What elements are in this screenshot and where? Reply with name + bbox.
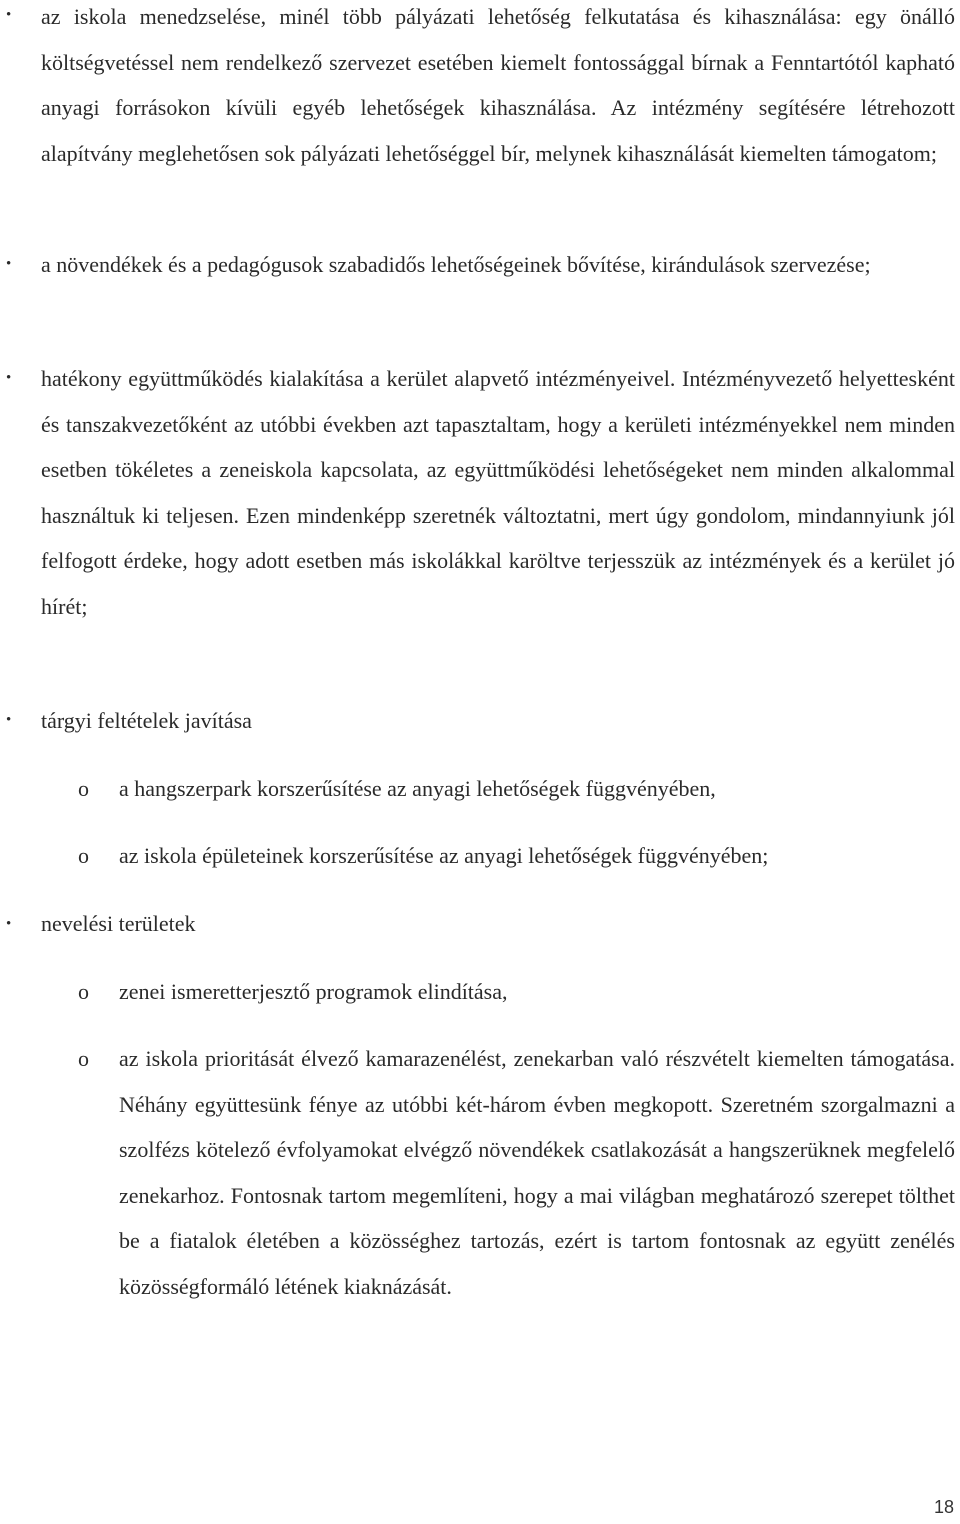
list-item-text: tárgyi feltételek javítása [41,708,252,733]
bullet-icon: • [6,256,12,272]
sub-list-item-text: zenei ismeretterjesztő programok elindítása, [119,979,508,1004]
page-number: 18 [933,1497,954,1517]
bullet-icon: • [6,7,12,23]
bullet-icon: • [6,916,12,932]
sub-bullet-icon: o [78,843,89,868]
sub-list-item-text: az iskola épületeinek korszerűsítése az anyagi lehetőségek függvényében; [119,843,769,868]
bullet-icon: • [6,712,12,728]
list-item-text: hatékony együttműködés kialakítása a kerület alapvető intézményeivel. Intézményvezető helyettesként és tanszakvezetőként az utóbbi években azt tapasztaltam, hogy a kerületi intézményekkel nem minden esetben tökéletes a zeneiskola kapcsolata, az együttműködési lehetőségeket nem minden alkalommal használtuk ki teljesen. Ezen mindenképp szeretnék változtatni, mert úgy gondolom, mindannyiunk jól felfogott érdeke, hogy adott esetben más iskolákkal karöltve terjesszük az intézmények és a kerület jó hírét; [41,366,955,619]
list-item-text: az iskola menedzselése, minél több pályázati lehetőség felkutatása és kihasználása: egy önálló költségvetéssel nem rendelkező szervezet esetében kiemelt fontossággal bírnak a Fenntartótól kapható anyagi forrásokon kívüli egyéb lehetőségek kihasználása. Az intézmény segítésére létrehozott alapítvány meglehetősen sok pályázati lehetőséggel bír, melynek kihasználását kiemelten támogatom; [41,4,955,166]
bullet-icon: • [6,370,12,386]
list-item-text: nevelési területek [41,911,196,936]
sub-bullet-icon: o [78,776,89,801]
sub-list-item-text: a hangszerpark korszerűsítése az anyagi lehetőségek függvényében, [119,776,716,801]
sub-bullet-icon: o [78,1046,89,1071]
list-item-text: a növendékek és a pedagógusok szabadidős lehetőségeinek bővítése, kirándulások szervezése; [41,252,871,277]
sub-list-item-text: az iskola prioritását élvező kamarazenélést, zenekarban való részvételt kiemelten támogatása. Néhány együttesünk fénye az utóbbi két-három évben megkopott. Szeretném szorgalmazni a szolfézs kötelező évfolyamokat elvégző növendékek csatlakozását a hangszerüknek megfelelő zenekarhoz. Fontosnak tartom megemlíteni, hogy a mai világban meghatározó szerepet tölthet be a fiatalok életében a közösséghez tartozás, ezért is tartom fontosnak az együtt zenélés közösségformáló létének kiaknázását. [119,1046,955,1299]
sub-bullet-icon: o [78,979,89,1004]
